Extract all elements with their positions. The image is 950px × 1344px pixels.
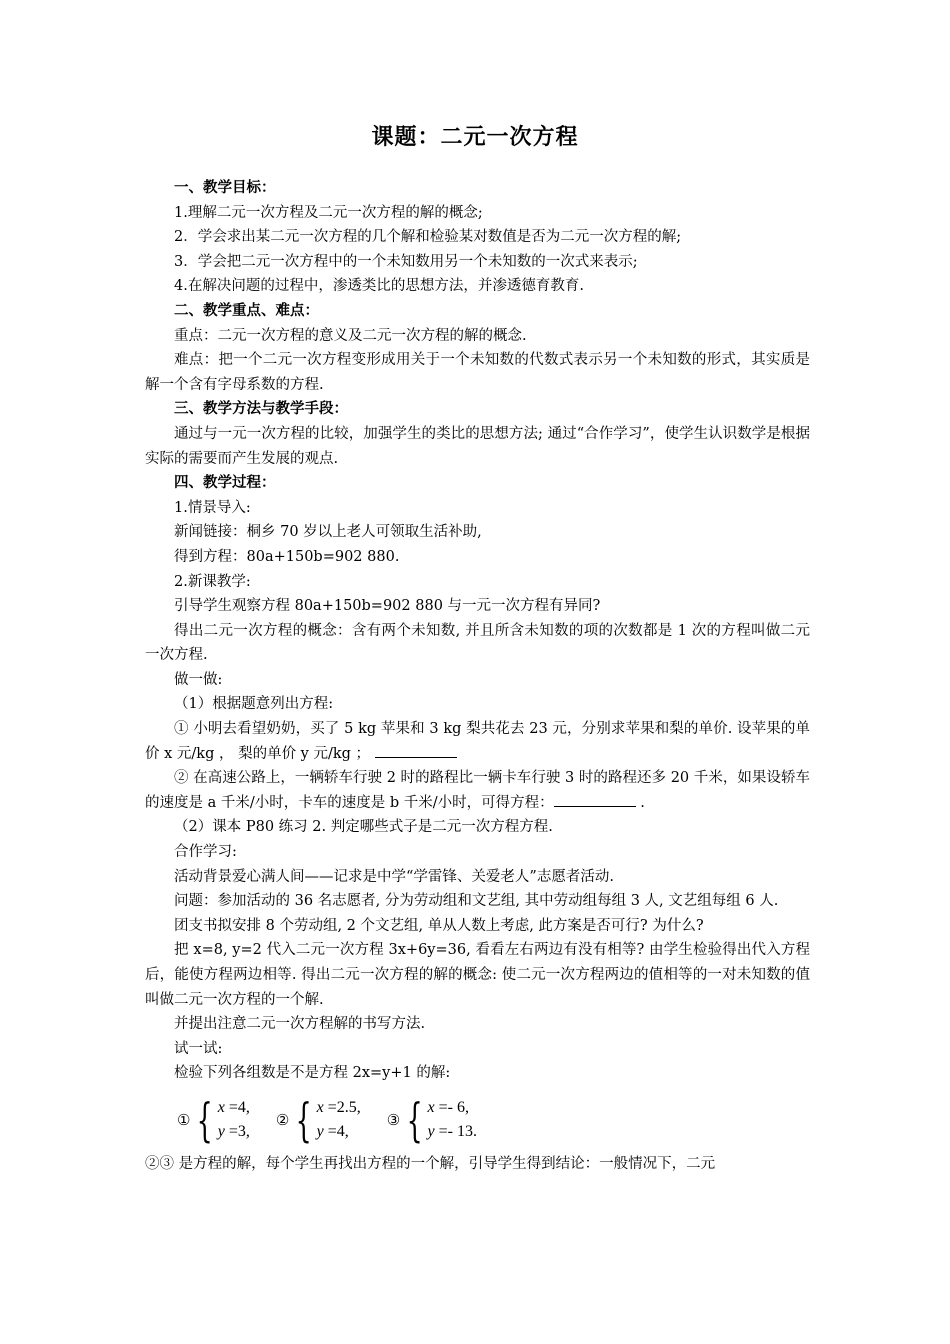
- difficulty-text: 难点：把一个二元一次方程变形成用关于一个未知数的代数式表示另一个未知数的形式，其实质是解一个含有字母系数的方程.: [145, 352, 810, 393]
- paragraph: （2）课本 P80 练习 2. 判定哪些式子是二元一次方程方程.: [174, 819, 553, 836]
- paragraph: 团支书拟安排 8 个劳动组, 2 个文艺组, 单从人数上考虑, 此方案是否可行? 为什么?: [174, 917, 704, 934]
- equation-line: x =- 6,: [427, 1098, 469, 1116]
- objective-item: 3．学会把二元一次方程中的一个未知数用另一个未知数的一次式来表示;: [174, 253, 638, 270]
- brace-glyph: {: [406, 1092, 423, 1147]
- equation-line: y =4,: [316, 1122, 349, 1140]
- paragraph: 检验下列各组数是不是方程 2x=y+1 的解:: [174, 1065, 451, 1082]
- paragraph: 合作学习:: [174, 844, 237, 861]
- objective-item: 1.理解二元一次方程及二元一次方程的解的概念;: [174, 204, 483, 221]
- paragraph: 得出二元一次方程的概念：含有两个未知数, 并且所含未知数的项的次数都是 1 次的方程叫做二元一次方程.: [145, 622, 810, 664]
- section-heading-process: 四、教学过程：: [174, 475, 276, 492]
- paragraph: 引导学生观察方程 80a+150b=902 880 与一元一次方程有异同?: [174, 598, 601, 615]
- section-heading-objectives: 一、教学目标：: [174, 180, 276, 196]
- system-label: ③: [386, 1110, 401, 1129]
- exercise-1-text: ① 小明去看望奶奶，买了 5 kg 苹果和 3 kg 梨共花去 23 元，分别求苹果和梨的单价. 设苹果的单价 x 元/kg ， 梨的单价 y 元/kg ；: [145, 721, 810, 762]
- exercise-2-text: ② 在高速公路上，一辆轿车行驶 2 时的路程比一辆卡车行驶 3 时的路程还多 20 千米，如果设轿车的速度是 a 千米/小时，卡车的速度是 b 千米/小时，可得方程：: [145, 770, 810, 811]
- brace-glyph: {: [197, 1092, 214, 1147]
- exercise-2: [145, 766, 810, 815]
- equation-line: x =4,: [217, 1098, 250, 1116]
- document-body: [145, 176, 810, 1177]
- objective-item: 4.在解决问题的过程中，渗透类比的思想方法，并渗透德育教育.: [174, 278, 584, 295]
- paragraph: 2.新课教学:: [174, 573, 251, 590]
- methods-text: 通过与一元一次方程的比较，加强学生的类比的思想方法; 通过“合作学习”，使学生认识数学是根据实际的需要而产生发展的观点.: [145, 425, 810, 467]
- key-point-text: 重点：二元一次方程的意义及二元一次方程的解的概念.: [174, 327, 527, 344]
- equation-line: y =3,: [217, 1122, 250, 1140]
- section-heading-methods: 三、教学方法与教学手段：: [174, 401, 348, 418]
- objective-item: 2．学会求出某二元一次方程的几个解和检验某对数值是否为二元一次方程的解;: [174, 229, 682, 246]
- paragraph: 问题：参加活动的 36 名志愿者, 分为劳动组和文艺组, 其中劳动组每组 3 人, 文艺组每组 6 人.: [174, 893, 779, 910]
- section-heading-key-points: 二、教学重点、难点：: [174, 302, 319, 319]
- equation-line: x =2.5,: [316, 1098, 361, 1116]
- exercise-1: [145, 717, 810, 766]
- paragraph: 并提出注意二元一次方程解的书写方法.: [174, 1016, 426, 1033]
- paragraph: （1）根据题意列出方程:: [174, 696, 334, 713]
- exercise-2-end: .: [640, 794, 645, 811]
- answer-blank: [375, 743, 457, 758]
- equation-systems: [177, 1092, 810, 1147]
- equation-system: [386, 1092, 477, 1147]
- paragraph: 新闻链接：桐乡 70 岁以上老人可领取生活补助,: [174, 524, 482, 541]
- paragraph: 活动背景爱心满人间——记求是中学“学雷锋、关爱老人”志愿者活动.: [174, 868, 614, 885]
- paragraph: 做一做:: [174, 671, 223, 688]
- system-label: ②: [275, 1110, 290, 1129]
- system-label: ①: [177, 1110, 191, 1129]
- page-title: 课题：二元一次方程: [371, 125, 579, 150]
- paragraph: 试一试:: [174, 1040, 223, 1057]
- paragraph: 1.情景导入:: [174, 499, 251, 516]
- paragraph: 把 x=8, y=2 代入二元一次方程 3x+6y=36, 看看左右两边有没有相等? 由学生检验得出代入方程后，能使方程两边相等. 得出二元一次方程的解的概念: 使二元一次方程两边的值相等的一对未知数的值叫做二元一次方程的一个解.: [145, 942, 810, 1008]
- paragraph: 得到方程：80a+150b=902 880.: [174, 548, 400, 565]
- answer-blank: [554, 792, 636, 807]
- paragraph: ②③ 是方程的解，每个学生再找出方程的一个解，引导学生得到结论：一般情况下，二元: [145, 1155, 716, 1172]
- brace-glyph: {: [295, 1092, 313, 1147]
- equation-system: [177, 1092, 250, 1147]
- equation-system: [275, 1092, 361, 1147]
- equation-line: y =- 13.: [427, 1122, 477, 1140]
